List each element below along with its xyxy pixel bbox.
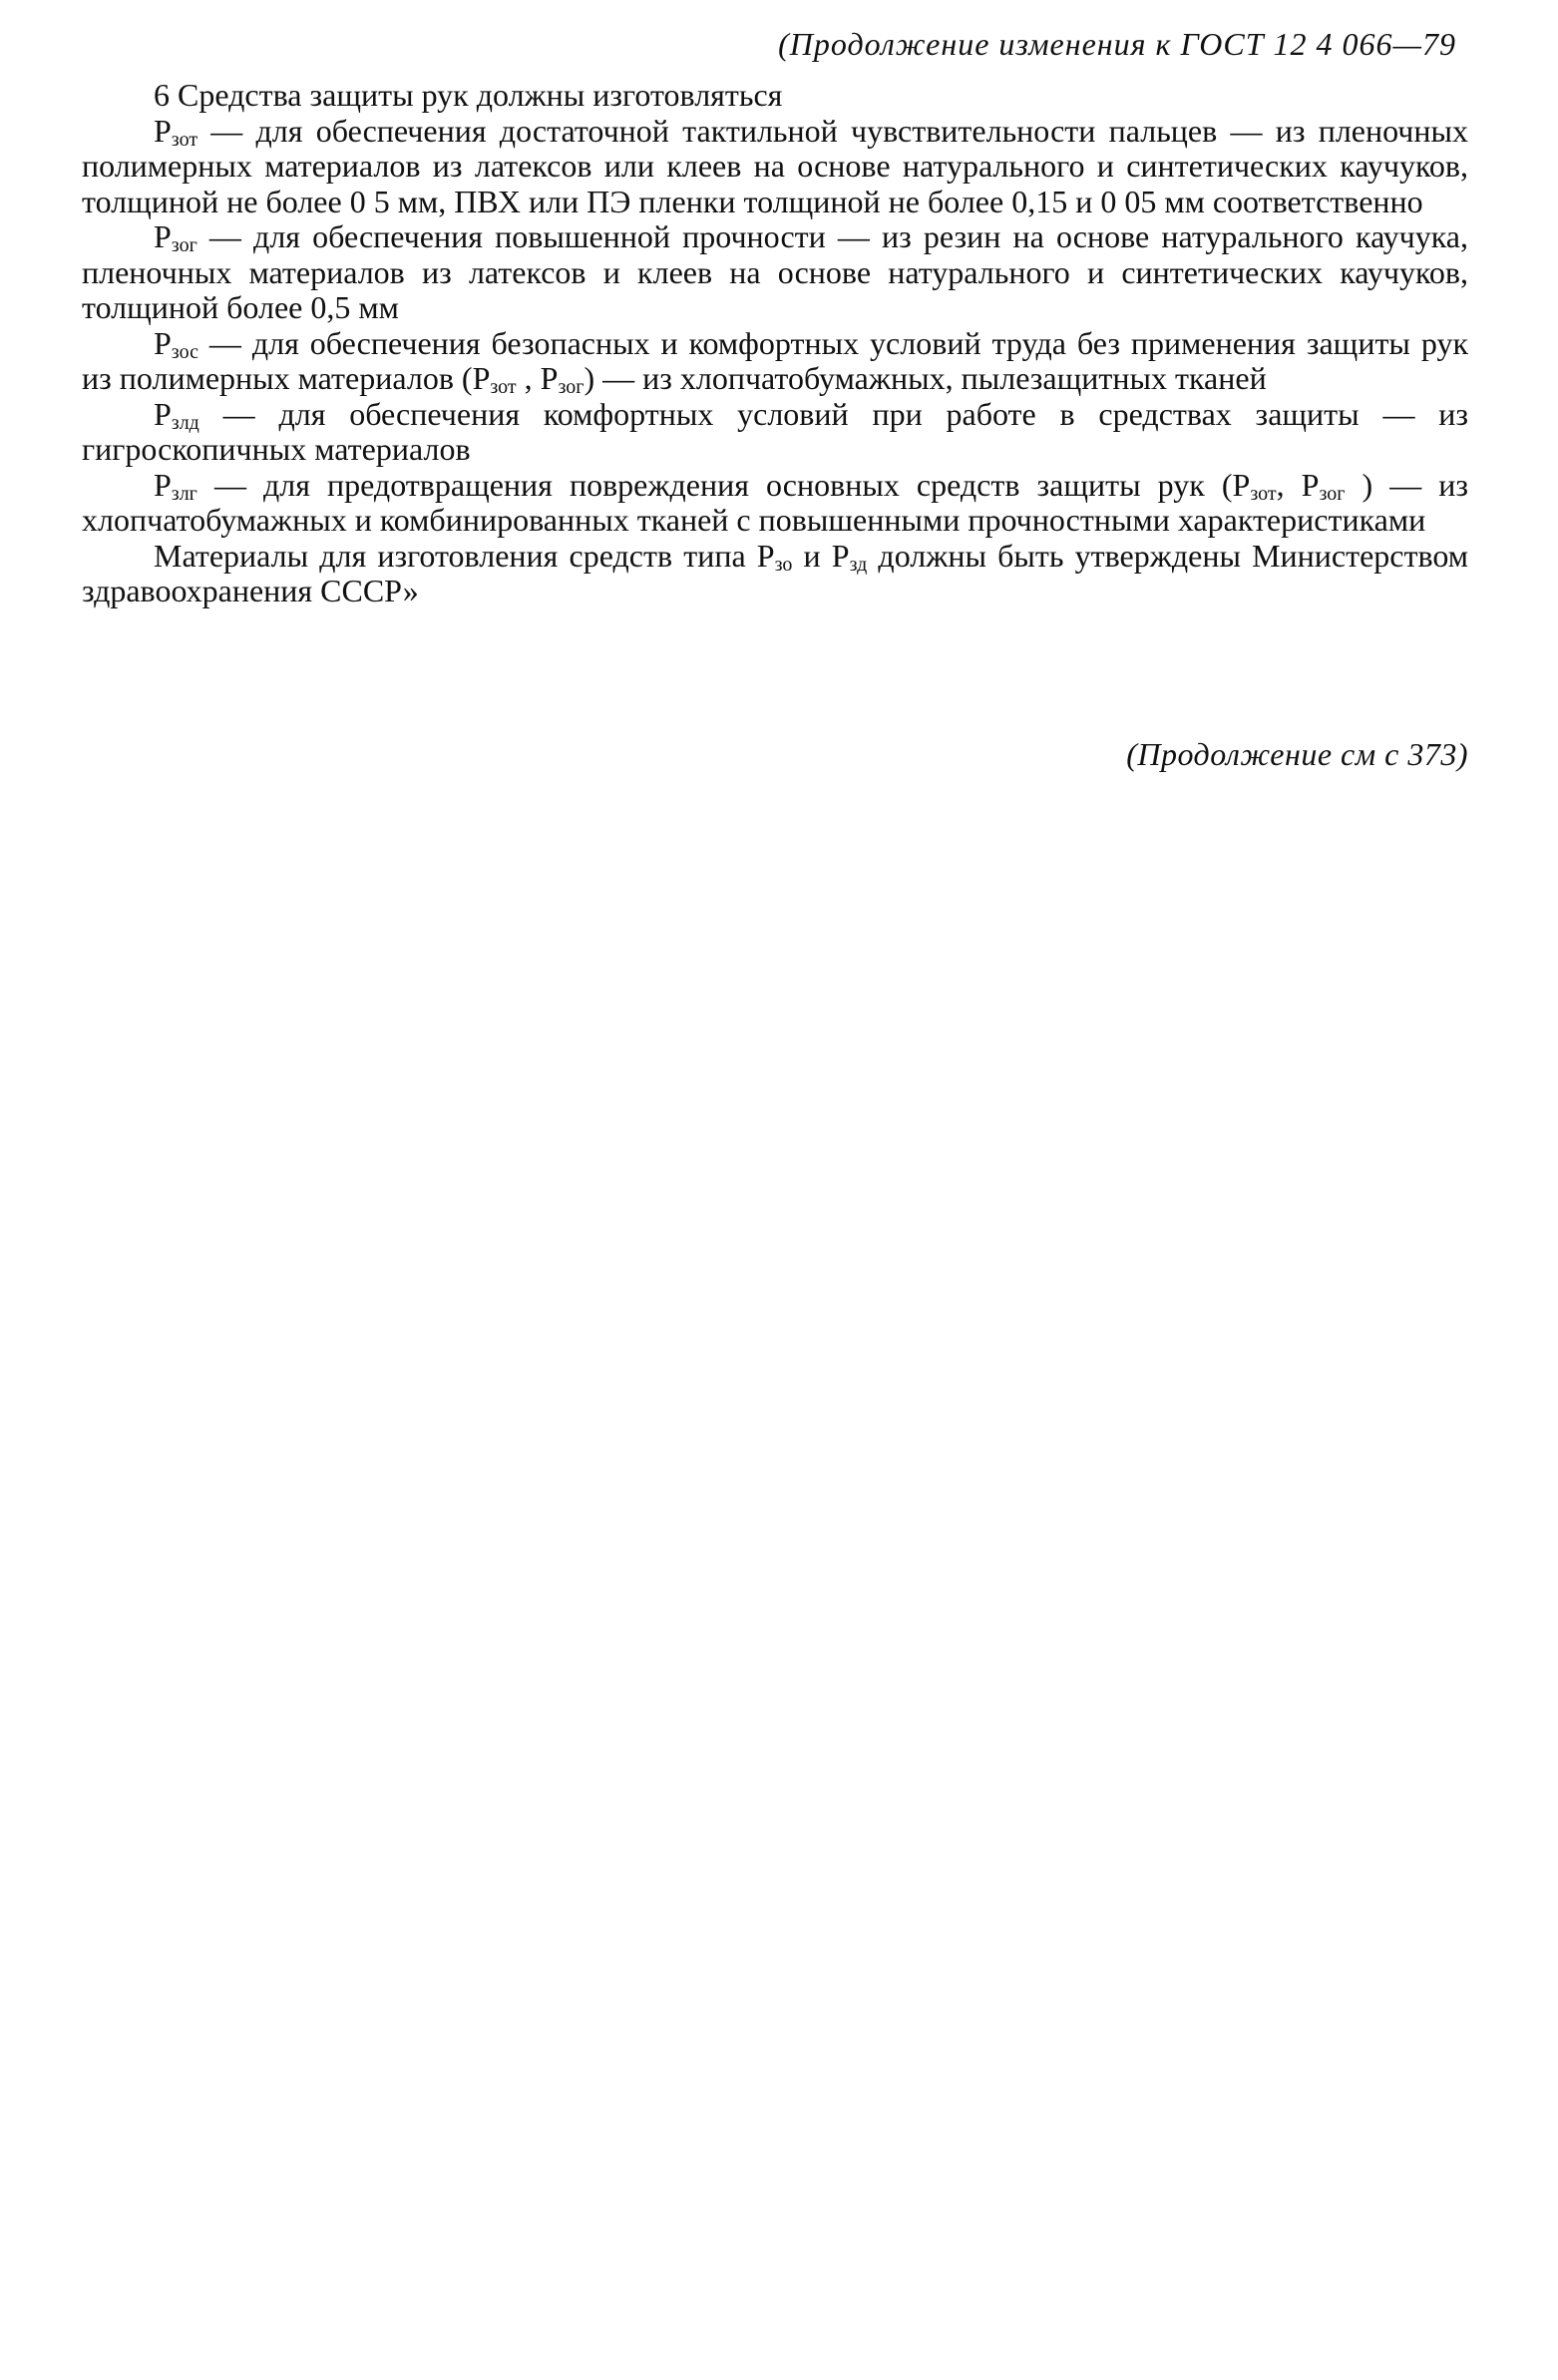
- item-description-start: — для обеспечения безопасных и комфортных условий труда без применения защиты рук из полимерных материалов (: [82, 324, 1468, 396]
- item-description-start: — для предотвращения повреждения основных средств защиты рук (: [196, 466, 1233, 503]
- running-header: (Продолжение изменения к ГОСТ 12 4 066—79: [778, 26, 1456, 62]
- closing-text-end: должны быть утверждены Министерством здравоохранения СССР»: [82, 537, 1469, 608]
- item-description-end: ) — из хлопчатобумажных и комбинированных тканей с повышенными прочностными характеристиками: [82, 466, 1469, 538]
- closing-ref-separator: и: [792, 537, 832, 574]
- document-body: [82, 78, 1468, 609]
- item-p-zos: [82, 326, 1468, 397]
- continuation-note: (Продолжение см с 373): [1126, 736, 1468, 772]
- item-p-zlg: [82, 468, 1468, 539]
- section-intro: 6 Средства защиты рук должны изготовляться: [154, 77, 783, 113]
- item-symbol: $Р_{злг}$: [154, 466, 197, 505]
- item-p-zog: [82, 219, 1468, 326]
- item-symbol: $Р_{зог}$: [154, 218, 197, 256]
- closing-paragraph: [82, 539, 1468, 609]
- item-ref-symbol: $Р_{зот}$: [1232, 466, 1277, 505]
- item-description: — для обеспечения комфортных условий при работе в средствах защиты — из гигроскопичных материалов: [82, 395, 1468, 467]
- item-ref-symbol: $Р_{зог}$: [1301, 466, 1346, 505]
- closing-ref-symbol: $Р_{зо}$: [756, 537, 793, 576]
- closing-text-start: Материалы для изготовления средств типа: [154, 537, 757, 574]
- closing-ref-symbol: $Р_{зд}$: [831, 537, 868, 576]
- item-description: — для обеспечения повышенной прочности — из резин на основе натурального каучука, пленочных материалов из латексов и клеев на основе натурального и синтетических каучуков, толщиной более 0,5 мм: [82, 218, 1468, 325]
- item-p-zot: [82, 114, 1468, 220]
- item-symbol: $Р_{зос}$: [154, 324, 198, 363]
- item-description: — для обеспечения достаточной тактильной чувствительности пальцев — из пленочных полимерных материалов из латексов или клеев на основе натурального и синтетических каучуков, толщиной не более 0 5 мм, ПВХ или ПЭ пленки толщиной не более 0,15 и 0 05 мм соответственно: [82, 112, 1468, 219]
- item-ref-separator: ,: [516, 360, 541, 396]
- item-p-zld: [82, 397, 1468, 468]
- item-ref-symbol: $Р_{зог}$: [540, 360, 584, 398]
- item-ref-separator: ,: [1276, 466, 1302, 503]
- item-symbol: $Р_{зот}$: [154, 112, 198, 151]
- item-description-end: ) — из хлопчатобумажных, пылезащитных тканей: [584, 360, 1267, 396]
- item-symbol: $Р_{злд}$: [154, 395, 199, 434]
- item-ref-symbol: $Р_{зот}$: [472, 360, 517, 398]
